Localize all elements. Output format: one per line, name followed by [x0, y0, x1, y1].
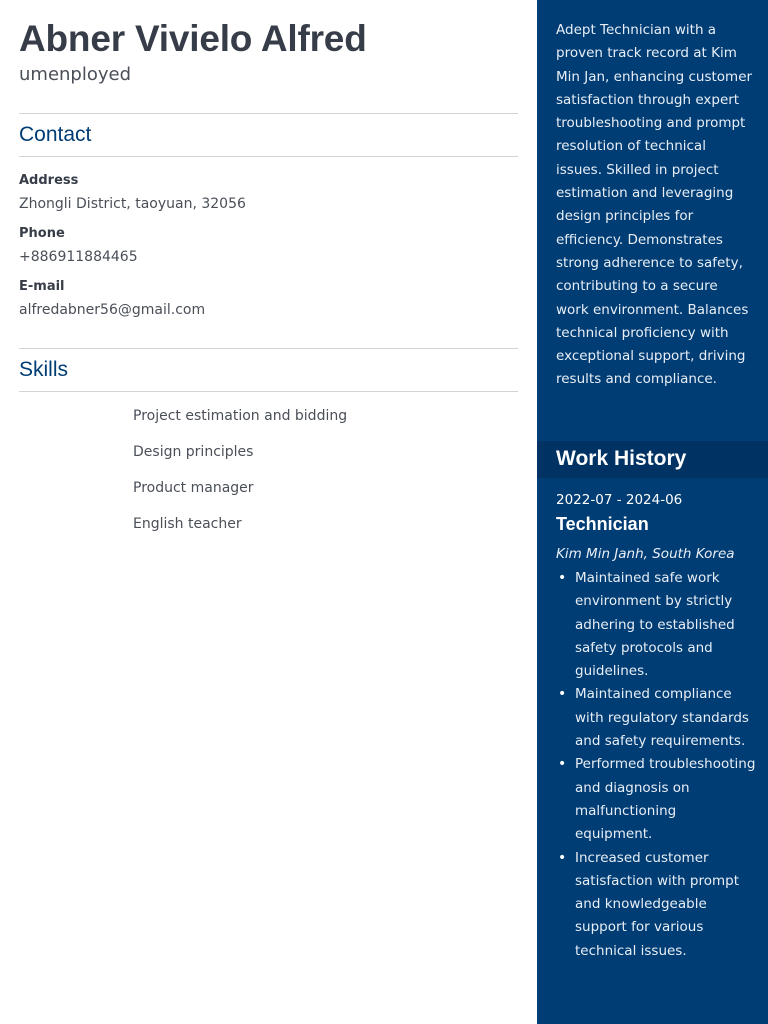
- list-item: [556, 683, 756, 753]
- list-item: [556, 847, 756, 963]
- skill-item: Product manager: [133, 480, 254, 496]
- job-title: Technician: [556, 514, 649, 534]
- candidate-name: Abner Vivielo Alfred: [19, 18, 367, 59]
- job-duties-list: [556, 567, 756, 963]
- duty-text: Maintained compliance with regulatory standards and safety requirements.: [575, 686, 749, 750]
- email-value: alfredabner56@gmail.com: [19, 302, 206, 318]
- address-label: Address: [19, 173, 79, 188]
- phone-value: +886911884465: [19, 249, 138, 265]
- email-label: E-mail: [19, 279, 65, 294]
- list-item: [556, 567, 756, 683]
- professional-summary: Adept Technician with a proven track record at Kim Min Jan, enhancing customer satisfaction through expert troubleshooting and prompt resolution of technical issues. Skilled in project estimation and leveraging design principles for efficiency. Demonstrates strong adherence to safety, contributing to a secure work environment. Balances technical proficiency with exceptional support, driving results and compliance.: [556, 22, 753, 388]
- skill-item: Project estimation and bidding: [133, 408, 348, 424]
- duty-text: Performed troubleshooting and diagnosis on malfunctioning equipment.: [575, 756, 756, 843]
- address-value: Zhongli District, taoyuan, 32056: [19, 196, 246, 212]
- job-employer: Kim Min Janh, South Korea: [556, 546, 735, 562]
- job-dates: 2022-07 - 2024-06: [556, 492, 683, 508]
- divider: [19, 348, 518, 349]
- skills-heading: Skills: [19, 358, 69, 381]
- sidebar: [537, 0, 768, 1024]
- bullet-icon: •: [558, 686, 567, 703]
- divider: [19, 113, 518, 114]
- bullet-icon: •: [558, 756, 567, 773]
- work-history-heading: Work History: [556, 447, 687, 470]
- skill-item: English teacher: [133, 516, 242, 532]
- duty-text: Maintained safe work environment by strictly adhering to established safety protocols and guidelines.: [575, 570, 735, 680]
- bullet-icon: •: [558, 849, 567, 866]
- list-item: [556, 753, 756, 846]
- divider: [19, 156, 518, 157]
- bullet-icon: •: [558, 570, 567, 586]
- contact-heading: Contact: [19, 123, 92, 146]
- duty-text: Increased customer satisfaction with prompt and knowledgeable support for various technical issues.: [575, 849, 740, 959]
- divider: [19, 391, 518, 392]
- phone-label: Phone: [19, 226, 65, 241]
- candidate-status: umenployed: [19, 64, 132, 85]
- skill-item: Design principles: [133, 444, 254, 460]
